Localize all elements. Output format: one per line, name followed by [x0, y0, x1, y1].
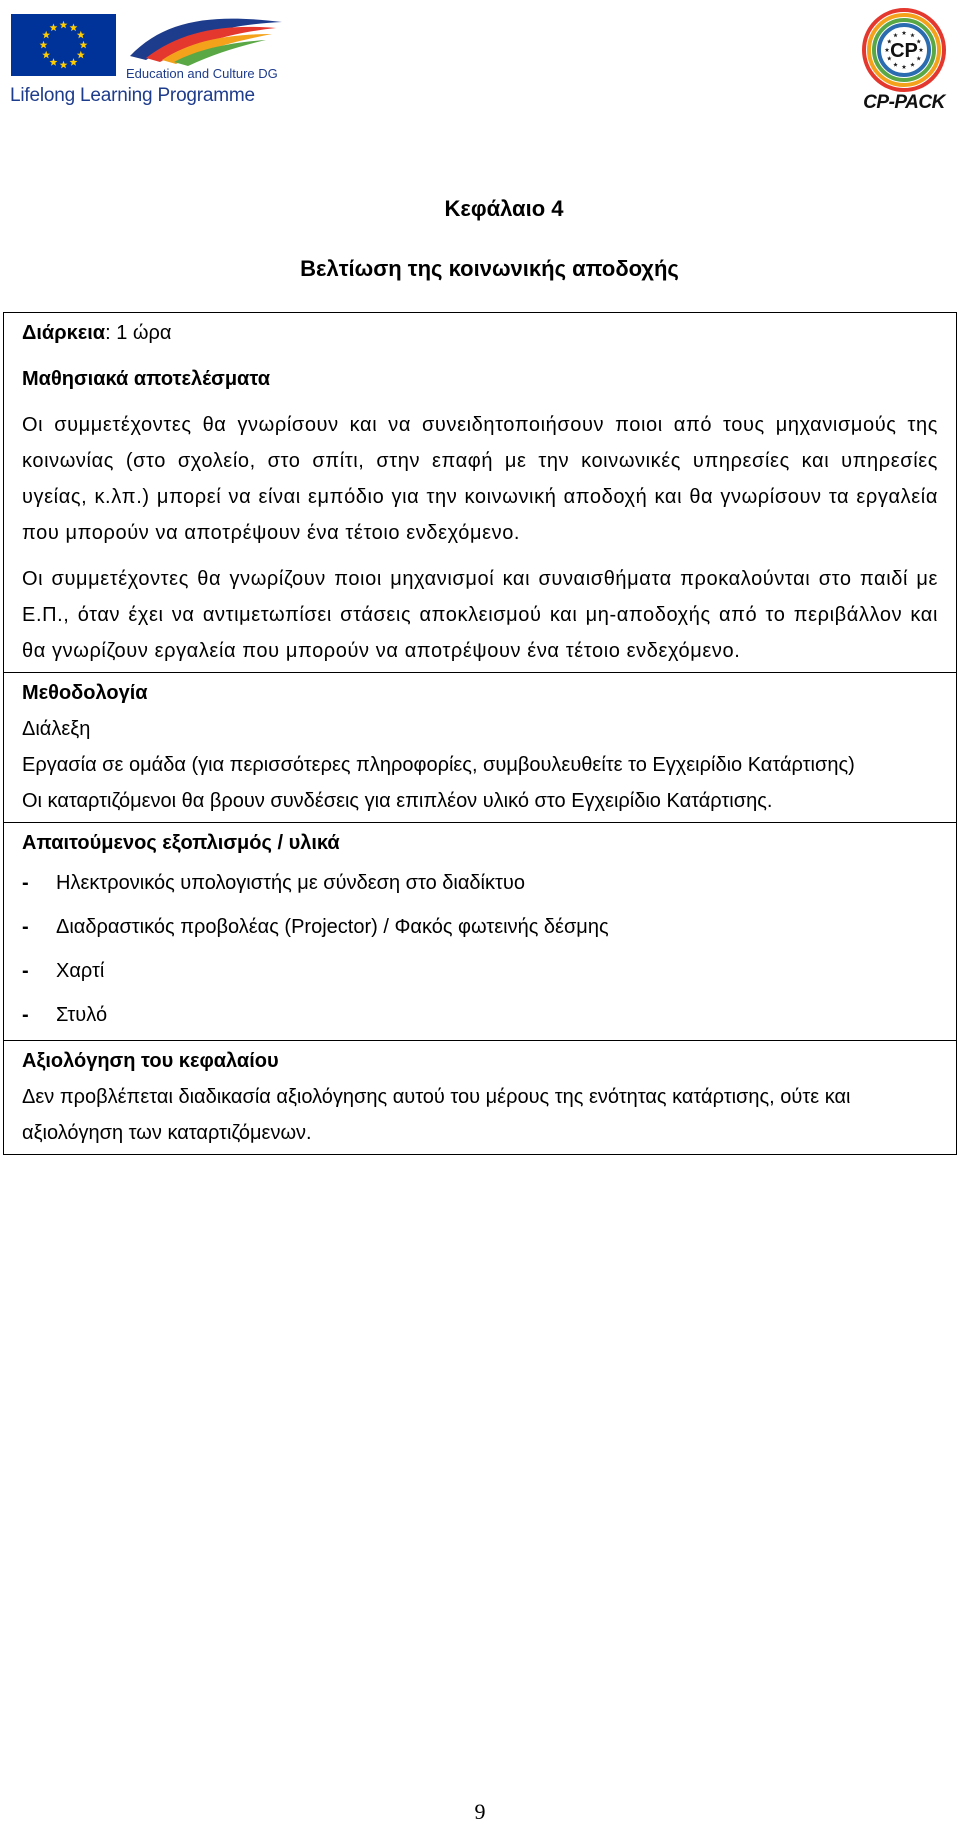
- table-row-evaluation: [4, 1041, 957, 1155]
- page-number: 9: [474, 1799, 486, 1824]
- methodology-heading: Μεθοδολογία: [22, 682, 148, 704]
- eu-flag-icon: [11, 14, 116, 76]
- methodology-line-3: Οι καταρτιζόμενοι θα βρουν συνδέσεις για επιπλέον υλικό στο Εγχειρίδιο Κατάρτισης.: [22, 790, 773, 812]
- list-item: - Στυλό: [22, 993, 938, 1037]
- education-culture-dg-text: Education and Culture DG: [126, 66, 278, 81]
- chapter-title: Βελτίωση της κοινωνικής αποδοχής: [300, 256, 679, 281]
- evaluation-cell: [4, 1041, 957, 1155]
- list-item: - Ηλεκτρονικός υπολογιστής με σύνδεση στο διαδίκτυο: [22, 861, 938, 905]
- learning-outcomes-heading: Μαθησιακά αποτελέσματα: [22, 368, 271, 390]
- learning-outcomes-paragraph-2: Οι συμμετέχοντες θα γνωρίζουν ποιοι μηχανισμοί και συναισθήματα προκαλούνται στο παιδί με Ε.Π., όταν έχει να αντιμετωπίσει στάσεις αποκλεισμού και μη-αποδοχής από το περιβάλλον και θα γνωρίζουν εργαλεία που μπορούν να αποτρέψουν ένα τέτοιο ενδεχόμενο.: [22, 568, 938, 662]
- cp-pack-logo: [858, 8, 950, 116]
- table-row-duration-outcomes: [4, 313, 957, 673]
- chapter-label: Κεφάλαιο 4: [444, 196, 564, 221]
- dash-bullet: -: [22, 960, 29, 982]
- lifelong-learning-programme-text: Lifelong Learning Programme: [10, 85, 255, 106]
- duration-line: [22, 315, 938, 351]
- methodology-line-2: Εργασία σε ομάδα (για περισσότερες πληροφορίες, συμβουλευθείτε το Εγχειρίδιο Κατάρτισης): [22, 754, 855, 776]
- methodology-line-1: Διάλεξη: [22, 718, 91, 740]
- chapter-info-table: [3, 312, 957, 1155]
- list-item: - Διαδραστικός προβολέας (Projector) / Φακός φωτεινής δέσμης: [22, 905, 938, 949]
- education-culture-swoosh-icon: [126, 12, 286, 68]
- duration-label: Διάρκεια: [22, 322, 106, 344]
- equipment-cell: [4, 823, 957, 1041]
- table-row-equipment: [4, 823, 957, 1041]
- duration-outcomes-cell: [4, 313, 957, 673]
- dash-bullet: -: [22, 1004, 29, 1026]
- cp-pack-emblem-icon: [862, 8, 946, 92]
- cp-pack-logo-text: CP-PACK: [863, 92, 945, 113]
- eu-lifelong-learning-logo: [8, 10, 288, 110]
- dash-bullet: -: [22, 916, 29, 938]
- duration-value: : 1 ώρα: [105, 322, 172, 344]
- evaluation-text: Δεν προβλέπεται διαδικασία αξιολόγησης αυτού του μέρους της ενότητας κατάρτισης, ούτε και αξιολόγηση των καταρτιζόμενων.: [22, 1086, 851, 1144]
- dash-bullet: -: [22, 872, 29, 894]
- evaluation-heading: Αξιολόγηση του κεφαλαίου: [22, 1050, 279, 1072]
- table-row-methodology: [4, 673, 957, 823]
- methodology-cell: [4, 673, 957, 823]
- equipment-heading: Απαιτούμενος εξοπλισμός / υλικά: [22, 832, 340, 854]
- equipment-list: [22, 861, 938, 1037]
- list-item: - Χαρτί: [22, 949, 938, 993]
- page-header: [0, 0, 960, 120]
- learning-outcomes-paragraph-1: Οι συμμετέχοντες θα γνωρίσουν και να συνειδητοποιήσουν ποιοι από τους μηχανισμούς της κοινωνίας (στο σχολείο, στο σπίτι, στην επαφή με την κοινωνικές υπηρεσίες και υπηρεσίες υγείας, κ.λπ.) μπορεί να είναι εμπόδιο για την κοινωνική αποδοχή και θα γνωρίσουν τα εργαλεία που μπορούν να αποτρέψουν ένα τέτοιο ενδεχόμενο.: [22, 414, 938, 544]
- cp-emblem-letters: CP: [890, 40, 918, 62]
